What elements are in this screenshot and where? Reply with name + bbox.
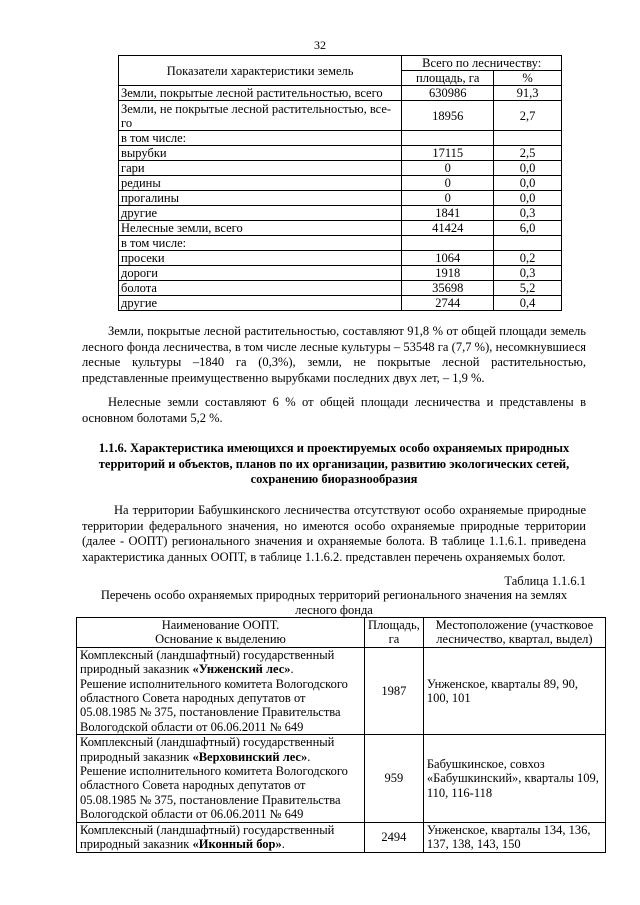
oopt-area: 959 xyxy=(364,735,423,822)
row-label: другие xyxy=(119,296,402,311)
row-label: другие xyxy=(119,206,402,221)
oopt-name-cell xyxy=(77,735,365,822)
row-percent: 0,3 xyxy=(494,206,562,221)
table-header-percent: % xyxy=(494,71,562,86)
row-area: 0 xyxy=(402,191,494,206)
row-area: 1841 xyxy=(402,206,494,221)
row-area: 1064 xyxy=(402,251,494,266)
row-label: гари xyxy=(119,161,402,176)
row-percent: 0,0 xyxy=(494,191,562,206)
row-label: Земли, покрытые лесной растительностью, всего xyxy=(119,86,402,101)
row-percent: 0,0 xyxy=(494,176,562,191)
row-label: Земли, не покрытые лесной растительностью, все- го xyxy=(119,101,402,131)
oopt-table xyxy=(76,617,606,853)
table-row xyxy=(119,236,562,251)
oopt-location: Унженское, кварталы 89, 90, 100, 101 xyxy=(423,647,605,734)
row-percent: 0,4 xyxy=(494,296,562,311)
row-area: 17115 xyxy=(402,146,494,161)
table-row xyxy=(119,296,562,311)
row-label: вырубки xyxy=(119,146,402,161)
table-row xyxy=(119,161,562,176)
table-header-area: площадь, га xyxy=(402,71,494,86)
row-percent: 6,0 xyxy=(494,221,562,236)
row-area: 0 xyxy=(402,176,494,191)
table-row xyxy=(119,101,562,131)
table-row xyxy=(119,131,562,146)
table-row xyxy=(77,822,606,852)
row-label: дороги xyxy=(119,266,402,281)
table-header-name: Наименование ООПТ. Основание к выделению xyxy=(77,618,365,648)
table-title: Перечень особо охраняемых природных территорий регионального значения на землях лесного фонда xyxy=(100,588,568,617)
paragraph-text: Нелесные земли составляют 6 % от общей площади лесничества и представлены в основном болотами 5,2 %. xyxy=(82,395,586,425)
paragraph-oopt-intro xyxy=(82,503,586,565)
row-area xyxy=(402,131,494,146)
row-percent: 0,3 xyxy=(494,266,562,281)
oopt-name-bold: «Верховинский лес» xyxy=(192,749,308,764)
oopt-name-suffix: . Решение исполнительного комитета Вологодского областного Совета народных депутатов от 05.08.1985 № 375, постановление Правительства Вологодской области от 06.06.2011 № 649 xyxy=(80,749,348,822)
table-row xyxy=(119,251,562,266)
table-header-area: Площадь, га xyxy=(364,618,423,648)
table-row xyxy=(77,647,606,734)
table-row xyxy=(119,221,562,236)
oopt-name-prefix: Комплексный (ландшафтный) государственный природный заказник xyxy=(80,647,335,677)
page-number: 32 xyxy=(314,38,326,52)
table-row xyxy=(119,206,562,221)
table-row xyxy=(119,266,562,281)
table-header-indicators: Показатели характеристики земель xyxy=(119,56,402,86)
row-percent: 91,3 xyxy=(494,86,562,101)
row-area xyxy=(402,236,494,251)
row-area: 2744 xyxy=(402,296,494,311)
oopt-name-bold: «Унженский лес» xyxy=(192,662,291,677)
table-row xyxy=(119,176,562,191)
table-row xyxy=(119,86,562,101)
table-row xyxy=(119,281,562,296)
row-label: в том числе: xyxy=(119,236,402,251)
row-area: 1918 xyxy=(402,266,494,281)
table-row xyxy=(77,735,606,822)
row-percent: 0,0 xyxy=(494,161,562,176)
oopt-name-prefix: Комплексный (ландшафтный) государственный природный заказник xyxy=(80,822,335,852)
row-label: прогалины xyxy=(119,191,402,206)
oopt-name-suffix: . xyxy=(281,837,285,852)
oopt-area: 2494 xyxy=(364,822,423,852)
paragraph-text: Земли, покрытые лесной растительностью, составляют 91,8 % от общей площади земель лесного фонда лесничества, в том числе лесные культуры – 53548 га (7,7 %), несомкнувшиеся лесные культуры –1840 га (0,3%), земли, не покрытые лесной растительностью, представленные преимущественно вырубками последних двух лет, – 1,9 %. xyxy=(82,324,586,385)
row-label: болота xyxy=(119,281,402,296)
land-characteristics-table xyxy=(118,55,562,311)
row-percent: 0,2 xyxy=(494,251,562,266)
paragraph-text: На территории Бабушкинского лесничества отсутствуют особо охраняемые природные территории федерального значения, но имеются особо охраняемые природные территории (далее - ООПТ) регионального значения и охраняемые болота. В таблице 1.1.6.1. приведена характеристика данных ООПТ, в таблице 1.1.6.2. представлен перечень охраняемых болот. xyxy=(82,503,586,564)
row-label: Нелесные земли, всего xyxy=(119,221,402,236)
oopt-name-cell xyxy=(77,822,365,852)
row-percent xyxy=(494,236,562,251)
oopt-location: Унженское, кварталы 134, 136, 137, 138, 143, 150 xyxy=(423,822,605,852)
row-percent: 2,5 xyxy=(494,146,562,161)
row-label: в том числе: xyxy=(119,131,402,146)
section-heading: 1.1.6. Характеристика имеющихся и проектируемых особо охраняемых природных территорий и объектов, планов по их организации, развитию экологических сетей, сохранению биоразнообразия xyxy=(98,441,570,487)
row-area: 0 xyxy=(402,161,494,176)
table-header-location: Местоположение (участковое лесничество, квартал, выдел) xyxy=(423,618,605,648)
paragraph-forest-lands xyxy=(82,324,586,386)
row-label: просеки xyxy=(119,251,402,266)
oopt-location: Бабушкинское, совхоз «Бабушкинский», кварталы 109, 110, 116-118 xyxy=(423,735,605,822)
row-percent xyxy=(494,131,562,146)
oopt-area: 1987 xyxy=(364,647,423,734)
row-area: 630986 xyxy=(402,86,494,101)
row-area: 18956 xyxy=(402,101,494,131)
row-area: 35698 xyxy=(402,281,494,296)
table-row xyxy=(119,191,562,206)
oopt-name-bold: «Иконный бор» xyxy=(192,837,282,852)
row-percent: 2,7 xyxy=(494,101,562,131)
oopt-name-cell xyxy=(77,647,365,734)
row-area: 41424 xyxy=(402,221,494,236)
row-percent: 5,2 xyxy=(494,281,562,296)
paragraph-nonforest-lands xyxy=(82,395,586,426)
table-caption: Таблица 1.1.6.1 xyxy=(504,574,586,588)
table-row xyxy=(119,146,562,161)
oopt-name-suffix: . Решение исполнительного комитета Вологодского областного Совета народных депутатов от 05.08.1985 № 375, постановление Правительства Вологодской области от 06.06.2011 № 649 xyxy=(80,662,348,734)
table-header-total: Всего по лесничеству: xyxy=(402,56,562,71)
oopt-name-prefix: Комплексный (ландшафтный) государственный природный заказник xyxy=(80,735,335,764)
row-label: редины xyxy=(119,176,402,191)
